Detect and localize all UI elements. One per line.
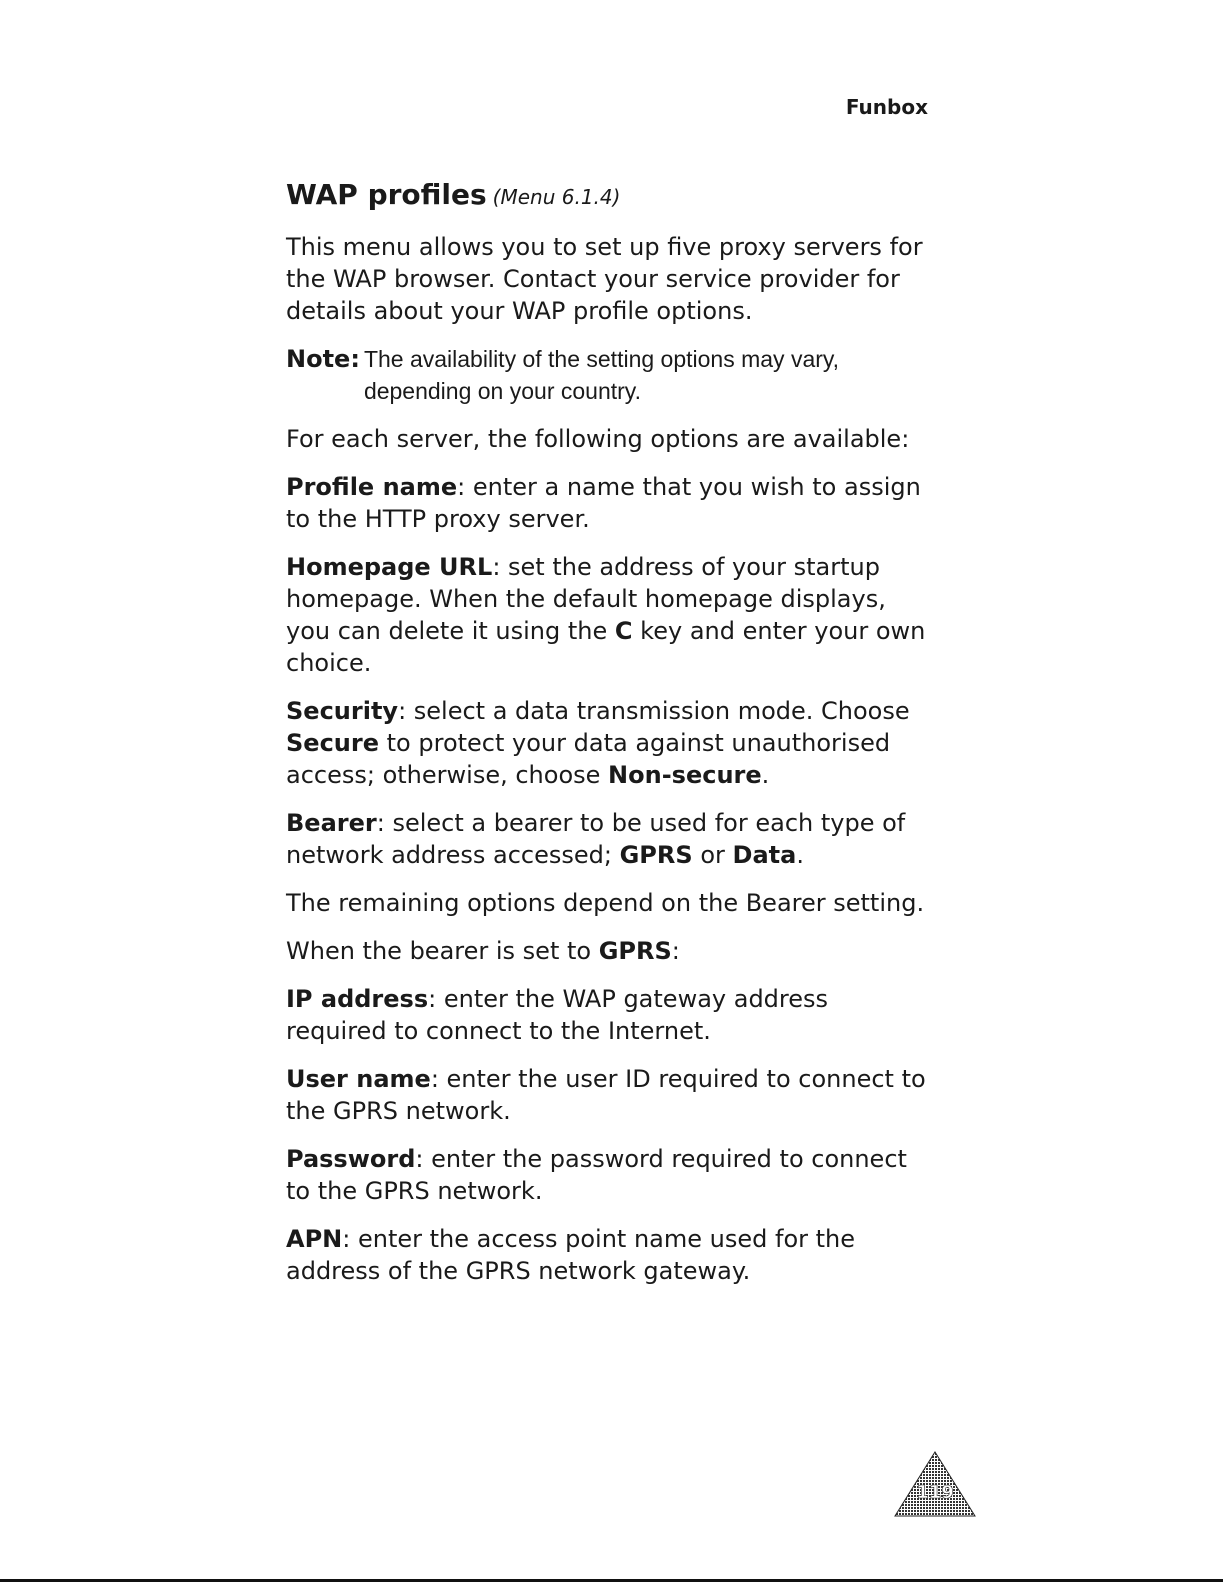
security-text-1: select a data transmission mode. Choose — [413, 697, 910, 725]
non-secure-value: Non-secure — [608, 761, 762, 789]
page-number: 119 — [916, 1482, 954, 1503]
intro-paragraph: This menu allows you to set up five proxy servers for the WAP browser. Contact your service provider for details about your WAP profile options. — [286, 233, 923, 325]
gprs-intro-end: : — [671, 937, 680, 965]
apn-option: APN: enter the access point name used for the address of the GPRS network gateway. — [286, 1225, 856, 1285]
section-label: Funbox — [845, 95, 928, 119]
homepage-url-term: Homepage URL — [286, 553, 493, 581]
ip-address-option: IP address: enter the WAP gateway address required to connect to the Internet. — [286, 985, 829, 1045]
security-option: Security: select a data transmission mode. Choose Secure to protect your data against unauthorised access; otherwise, choose Non-secure. — [286, 697, 910, 789]
note-label: Note: — [286, 345, 360, 373]
user-name-text: enter the user ID required to connect to the GPRS network. — [286, 1065, 926, 1125]
security-end: . — [761, 761, 770, 789]
bearer-term: Bearer — [286, 809, 377, 837]
page-title-text: WAP profiles — [286, 178, 487, 211]
profile-name-text: enter a name that you wish to assign to the HTTP proxy server. — [286, 473, 921, 533]
password-term: Password — [286, 1145, 416, 1173]
secure-value: Secure — [286, 729, 379, 757]
gprs-value: GPRS — [619, 841, 693, 869]
note-label-text: Note — [286, 345, 351, 373]
ip-address-text: enter the WAP gateway address required to connect to the Internet. — [286, 985, 829, 1045]
homepage-url-text-1: set the address of your startup homepage. When the default homepage displays, you can delete it using the — [286, 553, 886, 645]
page-number-badge — [893, 1450, 977, 1520]
gprs-intro-text: When the bearer is set to — [286, 937, 592, 965]
gprs-intro-value: GPRS — [598, 937, 672, 965]
menu-reference: (Menu 6.1.4) — [492, 185, 621, 209]
password-option: Password: enter the password required to connect to the GPRS network. — [286, 1145, 907, 1205]
apn-term: APN — [286, 1225, 343, 1253]
note-text: The availability of the setting options may vary, depending on your country. — [363, 346, 840, 404]
homepage-url-text-2: key and enter your own choice. — [286, 617, 926, 677]
apn-text: enter the access point name used for the address of the GPRS network gateway. — [286, 1225, 856, 1285]
user-name-option: User name: enter the user ID required to connect to the GPRS network. — [286, 1065, 926, 1125]
bearer-text: select a bearer to be used for each type of network address accessed; — [286, 809, 906, 869]
ip-address-term: IP address — [286, 985, 429, 1013]
options-intro: For each server, the following options are available: — [286, 425, 910, 453]
password-text: enter the password required to connect to the GPRS network. — [286, 1145, 907, 1205]
triangle-icon — [893, 1450, 977, 1520]
profile-name-option: Profile name: enter a name that you wish to assign to the HTTP proxy server. — [286, 473, 921, 533]
homepage-url-option: Homepage URL: set the address of your startup homepage. When the default homepage displays, you can delete it using the C key and enter your own choice. — [286, 553, 926, 677]
note-block — [286, 343, 936, 407]
page-title — [286, 178, 936, 211]
gprs-intro — [286, 935, 936, 967]
bearer-or: or — [700, 841, 725, 869]
bearer-end: . — [796, 841, 804, 869]
security-text-2: to protect your data against unauthorised access; otherwise, choose — [286, 729, 891, 789]
remaining-options-text: The remaining options depend on the Bearer setting. — [286, 889, 925, 917]
bearer-option: Bearer: select a bearer to be used for each type of network address accessed; GPRS or Data. — [286, 809, 906, 869]
page-content — [286, 178, 936, 1303]
user-name-term: User name — [286, 1065, 431, 1093]
c-key: C — [614, 617, 633, 645]
profile-name-term: Profile name — [286, 473, 458, 501]
bottom-rule — [0, 1579, 1223, 1582]
security-term: Security — [286, 697, 399, 725]
data-value: Data — [732, 841, 797, 869]
